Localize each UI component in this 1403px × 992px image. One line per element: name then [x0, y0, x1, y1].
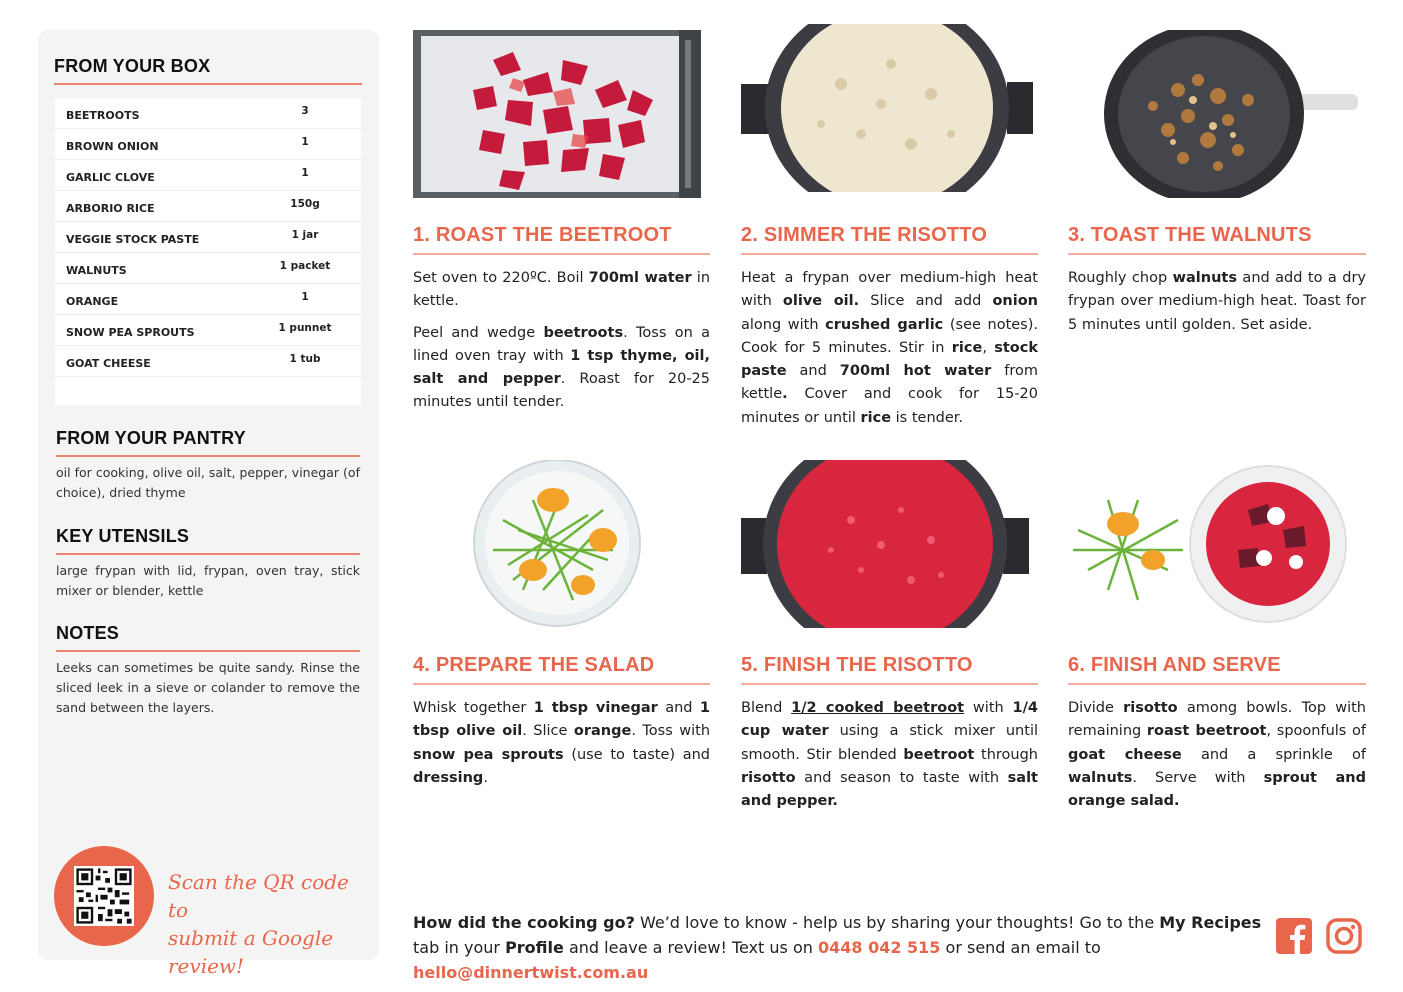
ingredient-qty: 150g [290, 198, 320, 210]
email-link[interactable]: hello@dinnertwist.com.au [413, 963, 649, 982]
instagram-icon[interactable] [1326, 918, 1362, 954]
salad-photo [413, 460, 701, 628]
ingredient-qty: 1 tub [289, 353, 321, 365]
roasted-beetroot-photo [413, 30, 701, 198]
ingredient-qty: 1 [301, 136, 309, 148]
divider [56, 553, 360, 555]
divider [1068, 683, 1366, 685]
step-3-paragraph: Roughly chop walnuts and add to a dry frypan over medium-high heat. Toast for 5 minutes until golden. Set aside. [1068, 270, 1366, 333]
ingredient-name: ORANGE [66, 294, 119, 308]
pantry-title: FROM YOUR PANTRY [56, 428, 246, 448]
utensils-title: KEY UTENSILS [56, 526, 190, 546]
from-your-box-title: FROM YOUR BOX [54, 56, 211, 76]
from-your-box-header [54, 56, 362, 85]
qr-code-icon[interactable] [74, 866, 134, 926]
ingredient-name: ARBORIO RICE [66, 201, 155, 215]
step-4-paragraph: Whisk together 1 tbsp vinegar and 1 tbsp olive oil. Slice orange. Toss with snow pea sprouts (use to taste) and dressing. [413, 700, 711, 786]
feedback-footer: How did the cooking go? We’d love to know - help us by sharing your thoughts! Go to the My Recipes tab in your Profile and leave a review! Text us on 0448 042 515 or send an email to hello@dinnertwist.com.au [413, 913, 1262, 982]
step-2-title: 2. SIMMER THE RISOTTO [741, 224, 988, 246]
pantry-section [56, 428, 360, 503]
ingredient-name: WALNUTS [66, 263, 127, 277]
ingredient-qty: 1 [301, 291, 309, 303]
divider [1068, 253, 1366, 255]
step-4-text [413, 697, 710, 790]
step-4-title: 4. PREPARE THE SALAD [413, 654, 655, 676]
ingredient-row [55, 315, 361, 346]
ingredient-row [55, 129, 361, 160]
qr-caption-line: Scan the QR code to [168, 870, 349, 922]
divider [741, 253, 1038, 255]
facebook-icon[interactable] [1276, 918, 1312, 954]
toasted-walnuts-photo [1068, 30, 1366, 198]
ingredient-row [55, 253, 361, 284]
risotto-pan-photo [741, 24, 1033, 192]
step-1-title: 1. ROAST THE BEETROOT [413, 224, 672, 246]
step-5-title: 5. FINISH THE RISOTTO [741, 654, 973, 676]
divider [54, 83, 362, 85]
plated-risotto-photo [1068, 460, 1366, 628]
ingredient-row [55, 222, 361, 253]
divider [56, 650, 360, 652]
qr-badge [54, 846, 154, 946]
divider [413, 683, 710, 685]
ingredient-row [55, 284, 361, 315]
step-5-text [741, 697, 1038, 813]
step-3-title: 3. TOAST THE WALNUTS [1068, 224, 1312, 246]
ingredient-qty: 1 packet [279, 260, 331, 272]
step-6-title: 6. FINISH AND SERVE [1068, 654, 1281, 676]
sidebar [38, 30, 379, 978]
ingredient-row [55, 191, 361, 222]
step-6-paragraph: Divide risotto among bowls. Top with remaining roast beetroot, spoonfuls of goat cheese and a sprinkle of walnuts. Serve with sprout and orange salad. [1068, 700, 1367, 810]
ingredient-name: GOAT CHEESE [66, 356, 151, 370]
ingredient-name: SNOW PEA SPROUTS [66, 325, 195, 339]
step-1-text [413, 267, 710, 415]
ingredient-row [55, 160, 361, 191]
beetroot-risotto-pan-photo [741, 460, 1029, 628]
ingredient-qty: 1 [301, 167, 309, 179]
ingredient-row [55, 98, 361, 129]
phone-link[interactable]: 0448 042 515 [817, 938, 941, 957]
utensils-section [56, 526, 360, 601]
step-1-paragraph: Peel and wedge beetroots. Toss on a lined oven tray with 1 tsp thyme, oil, salt and pepper. Roast for 20-25 minutes until tender. [413, 324, 710, 411]
step-6-text [1068, 697, 1366, 813]
utensils-text: large frypan with lid, frypan, oven tray, stick mixer or blender, kettle [56, 563, 360, 598]
ingredient-qty: 3 [301, 105, 309, 117]
qr-caption-line: submit a Google review! [168, 926, 334, 978]
ingredient-qty: 1 jar [291, 229, 319, 241]
step-2-text [741, 267, 1038, 430]
pantry-text: oil for cooking, olive oil, salt, pepper, vinegar (of choice), dried thyme [56, 465, 360, 500]
notes-title: NOTES [56, 623, 120, 643]
ingredients-table [55, 98, 361, 405]
ingredient-name: BROWN ONION [66, 139, 159, 153]
notes-text: Leeks can sometimes be quite sandy. Rinse the sliced leek in a sieve or colander to remove the sand between the layers. [56, 660, 360, 715]
divider [413, 253, 710, 255]
ingredient-name: GARLIC CLOVE [66, 170, 155, 184]
step-3-text [1068, 267, 1366, 337]
qr-caption [168, 868, 368, 980]
ingredient-qty: 1 punnet [278, 322, 332, 334]
ingredient-row [55, 346, 361, 377]
ingredient-name: VEGGIE STOCK PASTE [66, 232, 200, 246]
divider [56, 455, 360, 457]
divider [741, 683, 1038, 685]
step-5-paragraph: Blend 1/2 cooked beetroot with 1/4 cup water using a stick mixer until smooth. Stir blended beetroot through risotto and season to taste with salt and pepper. [741, 700, 1039, 810]
step-2-paragraph: Heat a frypan over medium-high heat with olive oil. Slice and add onion along with crushed garlic (see notes). Cook for 5 minutes. Stir in rice, stock paste and 700ml hot water from kettle. Cover and cook for 15-20 minutes or until rice is tender. [741, 270, 1039, 426]
step-1-paragraph: Set oven to 220ºC. Boil 700ml water in kettle. [413, 270, 711, 310]
ingredient-name: BEETROOTS [66, 108, 140, 122]
notes-section [56, 623, 360, 718]
